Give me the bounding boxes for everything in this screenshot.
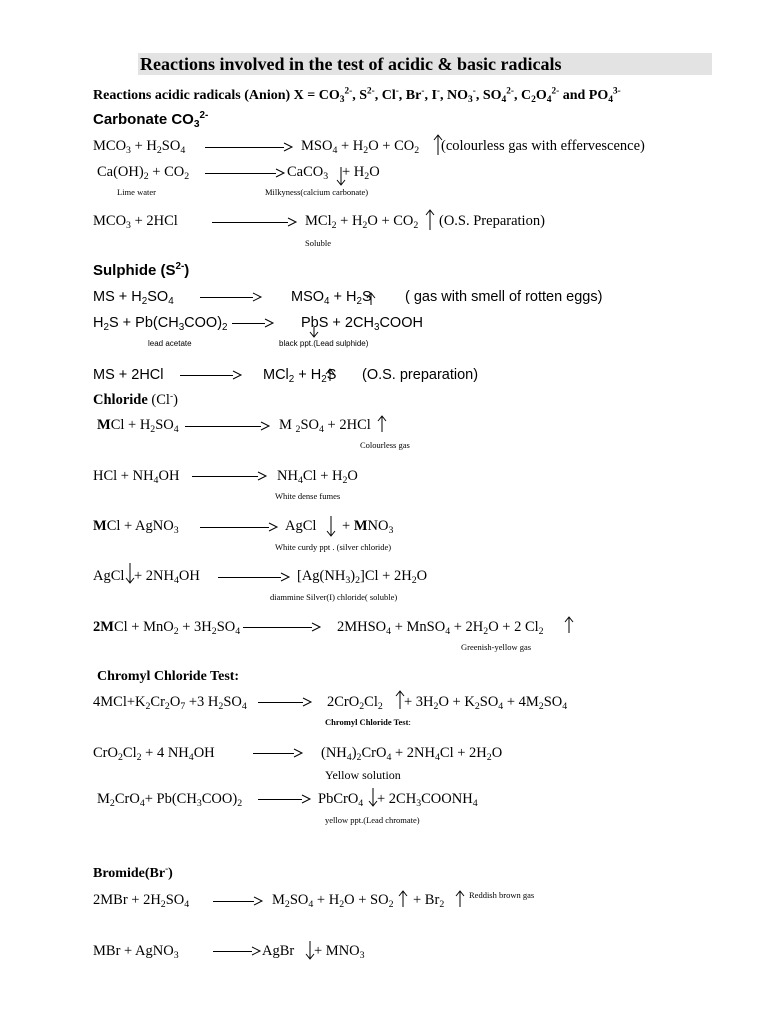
carbonate-r2-product-caco3: CaCO$_3$ bbox=[287, 164, 329, 182]
chromyl-r2-reactants: $CrO_2Cl_2 + 4$ $NH_4OH$ bbox=[93, 745, 215, 763]
greenish-yellow-gas-note: Greenish-yellow gas bbox=[461, 642, 532, 652]
precipitate-down-arrow-icon bbox=[126, 562, 134, 584]
milkyness-note: Milkyness(calcium carbonate) bbox=[265, 187, 369, 197]
carbonate-r1-reactants: $MCO_3 + H_2SO_4$ bbox=[93, 138, 186, 156]
chromyl-r2-products: $(NH_4)_2CrO_4 + 2NH_4Cl + 2H_2O$ bbox=[321, 745, 503, 763]
bromide-r1-reactants: $2MBr + 2H_2SO_4$ bbox=[93, 892, 190, 910]
reaction-arrow-icon bbox=[213, 946, 261, 956]
reaction-arrow-icon bbox=[205, 168, 285, 178]
chromyl-heading: Chromyl Chloride Test: bbox=[97, 669, 240, 684]
carbonate-r2-product-water: + $H_2O$ bbox=[342, 164, 380, 182]
bromide-r1-products: $M_2SO_4 + H_2O + SO_2$ bbox=[272, 892, 394, 910]
sulphide-r3-products: $MCl_2 + H_2S$ bbox=[263, 367, 337, 385]
reaction-arrow-icon bbox=[232, 318, 274, 328]
white-dense-fumes-note: White dense fumes bbox=[275, 491, 341, 501]
chromyl-r3-reactants: $M_2CrO_4+ Pb(CH_3COO)_2$ bbox=[97, 791, 243, 809]
gas-evolved-up-arrow-icon bbox=[367, 292, 375, 306]
sulphide-r1-remark: ( gas with smell of rotten eggs) bbox=[405, 289, 603, 305]
precipitate-down-arrow-icon bbox=[306, 940, 314, 960]
chloride-r2-reactants: HCl + $NH_4OH$ bbox=[93, 468, 180, 486]
bromide-r2-product-mno3: + $MNO_3$ bbox=[314, 943, 365, 961]
chloride-r3-reactants: MCl + AgNO$_3$ bbox=[93, 518, 179, 536]
precipitate-down-arrow-icon bbox=[327, 515, 335, 537]
reaction-arrow-icon bbox=[180, 370, 242, 380]
white-curdy-ppt-note: White curdy ppt . (silver chloride) bbox=[275, 542, 392, 552]
reaction-arrow-icon bbox=[218, 572, 290, 582]
reaction-arrow-icon bbox=[205, 142, 293, 152]
reaction-arrow-icon bbox=[192, 471, 267, 481]
sulphide-heading: Sulphide $(S^{2-})$ bbox=[93, 261, 190, 279]
sulphide-r3-remark: (O.S. preparation) bbox=[362, 367, 479, 383]
chromyl-r1-products-rest: + $3H_2O + K_2SO_4 + 4M_2SO_4$ bbox=[404, 694, 568, 712]
precipitate-down-arrow-icon bbox=[310, 326, 318, 338]
gas-evolved-up-arrow-icon bbox=[396, 690, 404, 710]
bromide-r1-product-br2: + $Br_2$ bbox=[413, 892, 445, 910]
precipitate-down-arrow-icon bbox=[369, 787, 377, 807]
gas-evolved-up-arrow-icon bbox=[378, 415, 386, 433]
sulphide-r2-reactants: $H_2S + Pb(CH_3COO)_2$ bbox=[93, 315, 228, 333]
chloride-r4-reactant-nh4oh: + $2NH_4OH$ bbox=[134, 568, 200, 586]
reaction-arrow-icon bbox=[258, 697, 312, 707]
sulphide-r3-reactants: MS + 2HCl bbox=[93, 367, 164, 383]
chromyl-r3-product-pbcro4: PbCrO$_4$ bbox=[318, 791, 364, 809]
sulphide-r1-reactants: MS + $H_2SO_4$ bbox=[93, 289, 174, 307]
bromide-heading: Bromide(Br-) bbox=[93, 863, 173, 881]
carbonate-r1-remark: (colourless gas with effervescence) bbox=[441, 138, 645, 154]
reaction-arrow-icon bbox=[243, 622, 321, 632]
chromyl-r1-product-cro2cl2: $2CrO_2Cl_2$ bbox=[327, 694, 383, 712]
chloride-r1-products: M $_2SO_4 + 2HCl$ bbox=[279, 417, 371, 435]
chloride-r3-product-agcl: AgCl bbox=[285, 518, 317, 534]
carbonate-r1-products: $MSO_4 + H_2O + CO_2$ bbox=[301, 138, 420, 156]
page-title: Reactions involved in the test of acidic & basic radicals bbox=[140, 54, 562, 74]
gas-evolved-up-arrow-icon bbox=[456, 890, 464, 908]
colourless-gas-note: Colourless gas bbox=[360, 440, 410, 450]
gas-evolved-up-arrow-icon bbox=[426, 209, 434, 231]
reaction-arrow-icon bbox=[200, 292, 262, 302]
chloride-r3-product-mno3: + $MNO_3$ bbox=[342, 518, 394, 536]
chloride-r5-reactants: $2MCl + MnO_2 + 3H_2SO_4$ bbox=[93, 619, 241, 637]
reaction-arrow-icon bbox=[212, 217, 297, 227]
yellow-ppt-note: yellow ppt.(Lead chromate) bbox=[325, 815, 420, 825]
carbonate-r2-reactants: $Ca(OH)_2 + CO_2$ bbox=[97, 164, 190, 182]
yellow-solution-note: Yellow solution bbox=[325, 768, 401, 782]
lime-water-note: Lime water bbox=[117, 187, 156, 197]
chromyl-chloride-test-note: Chromyl Chloride Test: bbox=[325, 717, 411, 727]
chloride-heading: Chloride (Cl-) bbox=[93, 390, 178, 408]
chloride-r4-products: $[Ag(NH_3)_2]Cl + 2H_2O$ bbox=[297, 568, 428, 586]
black-ppt-note: black ppt.(Lead sulphide) bbox=[279, 339, 369, 348]
gas-evolved-up-arrow-icon bbox=[399, 890, 407, 908]
bromide-r2-reactants: MBr + AgNO$_3$ bbox=[93, 943, 179, 961]
anion-list-heading: Reactions acidic radicals (Anion) $X = CO_3^{2-}$, $S^{2-}$, Cl-, Br-, I-, $NO_3^-$, $SO_4^{2-}$, $C_2O_4^{2-}$ and $PO_4^{3-}$ bbox=[93, 85, 621, 105]
sulphide-r2-products: PbS + $2CH_3COOH$ bbox=[301, 315, 423, 333]
reaction-arrow-icon bbox=[185, 421, 270, 431]
sulphide-r1-products: $MSO_4 + H_2S$ bbox=[291, 289, 372, 307]
reaction-arrow-icon bbox=[200, 522, 278, 532]
chloride-r5-products: $2MHSO_4$ + MnSO$_4$ + $2H_2O + 2$ $Cl_2$ bbox=[337, 619, 544, 637]
bromide-r2-product-agbr: AgBr bbox=[262, 943, 295, 959]
lead-acetate-note: lead acetate bbox=[148, 339, 192, 348]
chromyl-r3-products-rest: + $2CH_3COONH_4$ bbox=[377, 791, 478, 809]
gas-evolved-up-arrow-icon bbox=[326, 368, 334, 382]
chloride-r1-reactants: MCl + $H_2SO_4$ bbox=[97, 417, 179, 435]
soluble-note: Soluble bbox=[305, 238, 331, 248]
carbonate-r3-products: $MCl_2 + H_2O + CO_2$ bbox=[305, 213, 419, 231]
carbonate-r3-remark: (O.S. Preparation) bbox=[439, 213, 545, 229]
diammine-silver-note: diammine Silver(I) chloride( soluble) bbox=[270, 592, 398, 602]
reddish-brown-gas-note: Reddish brown gas bbox=[469, 890, 535, 900]
reaction-arrow-icon bbox=[213, 896, 263, 906]
carbonate-r3-reactants: $MCO_3 + 2HCl$ bbox=[93, 213, 178, 231]
reaction-arrow-icon bbox=[253, 748, 303, 758]
gas-evolved-up-arrow-icon bbox=[565, 616, 573, 634]
chloride-r4-reactant-agcl: AgCl bbox=[93, 568, 125, 584]
carbonate-heading: Carbonate $CO_3^{2-}$ bbox=[93, 110, 209, 131]
chromyl-r1-reactants: $4MCl+K_2Cr_2O_7 +3$ $H_2SO_4$ bbox=[93, 694, 247, 712]
chloride-r2-products: $NH_4Cl + H_2O$ bbox=[277, 468, 358, 486]
reaction-arrow-icon bbox=[258, 794, 311, 804]
